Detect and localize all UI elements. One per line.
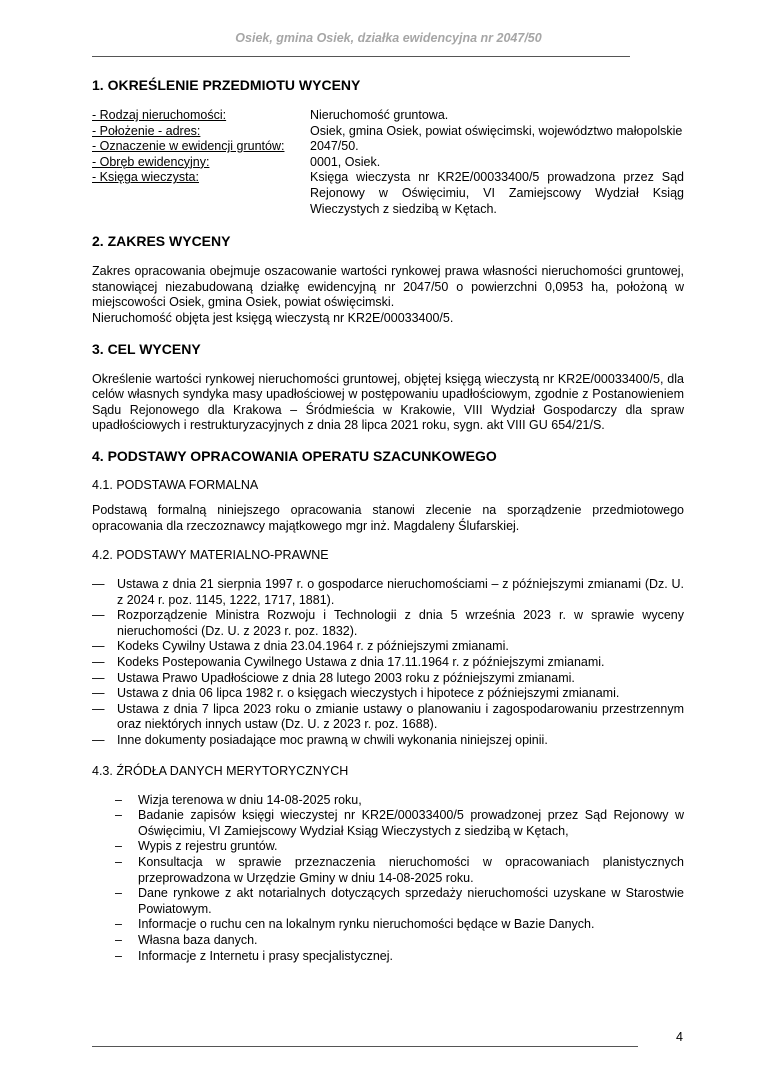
section-1-heading: 1. OKREŚLENIE PRZEDMIOTU WYCENY	[92, 77, 361, 93]
list-item: — Kodeks Cywilny Ustawa z dnia 23.04.1964 r. z późniejszymi zmianami.	[92, 639, 509, 654]
list-item: — Kodeks Postepowania Cywilnego Ustawa z dnia 17.11.1964 r. z późniejszymi zmianami.	[92, 655, 605, 670]
list-item: – Konsultacja w sprawie przeznaczenia nieruchomości w opracowaniach planistycznych przeprowadzona w Urzędzie Gminy w dniu 14-08-2025 roku.	[92, 855, 684, 886]
document-header-title: Osiek, gmina Osiek, działka ewidencyjna nr 2047/50	[235, 31, 542, 45]
subsection-4-2-heading: 4.2. PODSTAWY MATERIALNO-PRAWNE	[92, 548, 329, 563]
list-item: — Inne dokumenty posiadające moc prawną w chwili wykonania niniejszej opinii.	[92, 733, 548, 748]
list-item: – Badanie zapisów księgi wieczystej nr KR2E/00033400/5 prowadzonej przez Sąd Rejonowy w Oświęcimiu, VI Zamiejscowy Wydział Ksiąg Wieczystych z siedzibą w Kętach,	[92, 808, 684, 839]
subsection-4-1-heading: 4.1. PODSTAWA FORMALNA	[92, 477, 259, 492]
list-dash: –	[115, 917, 122, 932]
list-item: — Rozporządzenie Ministra Rozwoju i Technologii z dnia 5 września 2023 r. w sprawie wyceny nieruchomości (Dz. U. z 2023 r. poz. 1832).	[92, 608, 684, 638]
legal-basis-list	[92, 577, 684, 749]
section-4-heading: 4. PODSTAWY OPRACOWANIA OPERATU SZACUNKOWEGO	[92, 447, 497, 464]
list-dash: –	[115, 855, 122, 869]
list-item: – Dane rynkowe z akt notarialnych dotyczących sprzedaży nieruchomości uzyskane w Starostwie Powiatowym.	[92, 886, 684, 917]
list-dash: —	[92, 686, 105, 701]
list-dash: –	[115, 792, 122, 807]
list-dash: —	[92, 655, 105, 670]
section-3-heading: 3. CEL WYCENY	[92, 340, 201, 357]
list-dash: –	[115, 808, 122, 823]
list-item: — Ustawa z dnia 06 lipca 1982 r. o księgach wieczystych i hipotece z późniejszymi zmianami.	[92, 686, 620, 701]
section-3-paragraph: Określenie wartości rynkowej nieruchomości gruntowej, objętej księgą wieczystą nr KR2E/00033400/5, dla celów własnych syndyka masy upadłościowej w postępowaniu upadłościowym, zgodnie z Postanowieniem Sądu Rejonowego dla Krakowa – Śródmieścia w Krakowie, VIII Wydział Gospodarczy dla spraw upadłościowych i restrukturyzacyjnych z dnia 28 lipca 2021 roku, sygn. akt VIII GU 654/21/S.	[92, 371, 684, 433]
list-dash: —	[92, 733, 105, 748]
page-content	[92, 76, 684, 964]
list-item: – Wizja terenowa w dniu 14-08-2025 roku,	[92, 793, 684, 809]
precinct-label: - Obręb ewidencyjny:	[92, 154, 210, 169]
property-type-value: Nieruchomość gruntowa.	[310, 108, 449, 122]
property-type-label: - Rodzaj nieruchomości:	[92, 108, 227, 122]
section-2-paragraph: Zakres opracowania obejmuje oszacowanie wartości rynkowej prawa własności nieruchomości gruntowej, stanowiącej niezabudowaną działkę ewidencyjną nr 2047/50 o powierzchni 0,0953 ha, położoną w miejscowości Osiek, gmina Osiek, powiat oświęcimski.	[92, 264, 684, 310]
subsection-4-1-paragraph: Podstawą formalną niniejszego opracowania stanowi zlecenie na sporządzenie przedmiotowego opracowania dla rzeczoznawcy majątkowego mgr inż. Magdaleny Ślufarskiej.	[92, 502, 684, 533]
property-details-table	[92, 108, 684, 217]
list-dash: –	[115, 886, 122, 901]
land-register-label: - Księga wieczysta:	[92, 170, 199, 185]
land-register-value: Księga wieczysta nr KR2E/00033400/5 prowadzona przez Sąd Rejonowy w Oświęcimiu, VI Zamiejscowy Wydział Ksiąg Wieczystych z siedzibą w Kętach.	[310, 170, 684, 216]
list-dash: –	[115, 932, 122, 947]
list-dash: –	[115, 839, 122, 854]
page-number: 4	[676, 1030, 683, 1044]
list-item: – Informacje z Internetu i prasy specjalistycznej.	[92, 949, 684, 965]
subsection-4-3-heading: 4.3. ŹRÓDŁA DANYCH MERYTORYCZNYCH	[92, 763, 349, 778]
list-item: – Wypis z rejestru gruntów.	[92, 839, 684, 855]
list-dash: —	[92, 701, 105, 716]
list-item: — Ustawa z dnia 21 sierpnia 1997 r. o gospodarce nieruchomościami – z późniejszymi zmianami (Dz. U. z 2024 r. poz. 1145, 1222, 1717, 1881).	[92, 577, 684, 607]
list-dash: —	[92, 608, 105, 623]
location-value: Osiek, gmina Osiek, powiat oświęcimski, województwo małopolskie	[310, 123, 683, 138]
location-label: - Położenie - adres:	[92, 123, 201, 138]
list-item: – Informacje o ruchu cen na lokalnym rynku nieruchomości będące w Bazie Danych.	[92, 917, 684, 933]
footer-divider	[92, 1046, 638, 1047]
parcel-id-label: - Oznaczenie w ewidencji gruntów:	[92, 139, 285, 154]
data-sources-list	[92, 793, 684, 965]
list-dash: —	[92, 577, 105, 592]
list-item: — Ustawa Prawo Upadłościowe z dnia 28 lutego 2003 roku z późniejszymi zmianami.	[92, 670, 575, 685]
header-divider	[92, 56, 630, 57]
list-item: — Ustawa z dnia 7 lipca 2023 roku o zmianie ustawy o planowaniu i zagospodarowaniu przestrzennym oraz niektórych innych ustaw (Dz. U. z 2023 r. poz. 1688).	[92, 701, 684, 732]
section-2-heading: 2. ZAKRES WYCENY	[92, 233, 231, 250]
precinct-value: 0001, Osiek.	[310, 154, 381, 169]
section-2-land-register-note: Nieruchomość objęta jest księgą wieczystą nr KR2E/00033400/5.	[92, 310, 454, 325]
list-dash: –	[115, 948, 122, 963]
parcel-id-value: 2047/50.	[310, 139, 359, 154]
list-dash: —	[92, 639, 105, 654]
list-item: – Własna baza danych.	[92, 933, 684, 949]
list-dash: —	[92, 670, 105, 685]
